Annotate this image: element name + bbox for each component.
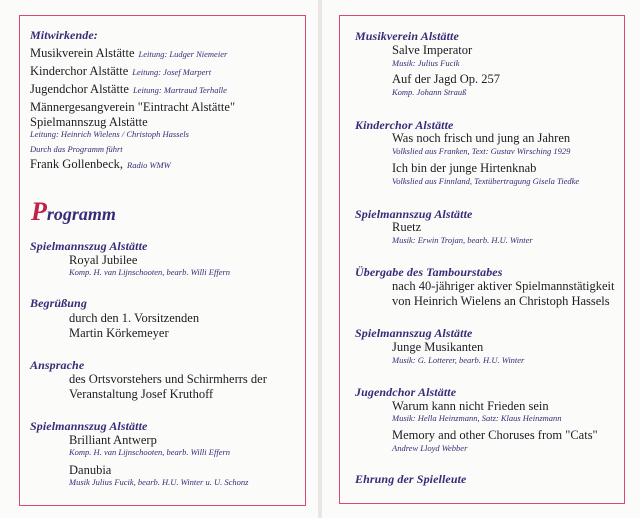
participant-4 — [30, 98, 235, 116]
program-heading: Übergabe des Tambourstabes — [355, 265, 503, 279]
participant-note: Leitung: Martraud Terhalle — [132, 85, 227, 95]
program-heading: Spielmannszug Alstätte — [30, 419, 148, 433]
host-name: Frank Gollenbeck, — [30, 157, 124, 171]
work-title: Ruetz — [392, 220, 422, 234]
programm-rest: rogramm — [46, 204, 116, 224]
work-note: Musik: Julius Fucik — [392, 58, 460, 68]
program-line: des Ortsvorstehers und Schirmherrs der — [69, 372, 267, 386]
work-note: Komp. Johann Strauß — [392, 87, 467, 97]
work-title: Warum kann nicht Frieden sein — [392, 399, 549, 413]
work-note: Musik: G. Lotterer, bearb. H.U. Winter — [392, 355, 525, 365]
program-line: Brilliant Antwerp — [69, 433, 157, 447]
work-note: Andrew Lloyd Webber — [392, 443, 468, 453]
work-title: Salve Imperator — [392, 43, 473, 57]
work-note: Musik: Hella Heinzmann, Satz: Klaus Heinzmann — [392, 413, 562, 423]
program-note: Komp. H. van Lijnschooten, bearb. Willi Effern — [69, 447, 231, 457]
participant-1 — [30, 44, 227, 62]
host-note: Durch das Programm führt — [30, 144, 123, 154]
program-heading: Musikverein Alstätte — [355, 29, 459, 43]
participant-note: Leitung: Ludger Niemeier — [138, 49, 228, 59]
work-title: Junge Musikanten — [392, 340, 484, 354]
participant-2 — [30, 62, 211, 80]
work-title: Ich bin der junge Hirtenknab — [392, 161, 537, 175]
program-heading: Ehrung der Spielleute — [355, 472, 467, 486]
programm-title — [31, 197, 116, 227]
work-title: Auf der Jagd Op. 257 — [392, 72, 500, 86]
participant-5-note: Leitung: Heinrich Wielens / Christoph Hassels — [30, 129, 189, 139]
program-heading: Spielmannszug Alstätte — [355, 207, 473, 221]
host-line — [30, 155, 171, 173]
work-note: Musik: Erwin Trojan, bearb. H.U. Winter — [392, 235, 533, 245]
participant-name: Musikverein Alstätte — [30, 46, 135, 60]
mitwirkende-heading: Mitwirkende: — [30, 28, 98, 42]
work-note: Volkslied aus Finnland, Textübertragung Gisela Tiedke — [392, 176, 580, 186]
programm-initial: P — [31, 197, 47, 226]
program-line: nach 40-jähriger aktiver Spielmannstätigkeit — [392, 279, 615, 293]
host-station: Radio WMW — [127, 160, 171, 170]
program-heading: Spielmannszug Alstätte — [355, 326, 473, 340]
program-heading: Kinderchor Alstätte — [355, 118, 454, 132]
program-heading: Begrüßung — [30, 296, 87, 310]
program-line: Royal Jubilee — [69, 253, 138, 267]
work-note: Volkslied aus Franken, Text: Gustav Wirsching 1929 — [392, 146, 571, 156]
program-heading: Spielmannszug Alstätte — [30, 239, 148, 253]
program-heading: Ansprache — [30, 358, 85, 372]
program-note: Musik Julius Fucik, bearb. H.U. Winter u. U. Schonz — [69, 477, 249, 487]
work-title: Was noch frisch und jung an Jahren — [392, 131, 571, 145]
work-title: Memory and other Choruses from "Cats" — [392, 428, 598, 442]
program-line: Danubia — [69, 463, 112, 477]
program-line: Veranstaltung Josef Kruthoff — [69, 387, 214, 401]
program-heading: Jugendchor Alstätte — [355, 385, 457, 399]
participant-name: Männergesangverein "Eintracht Alstätte" — [30, 100, 236, 114]
program-note: Komp. H. van Lijnschooten, bearb. Willi Effern — [69, 267, 231, 277]
participant-3 — [30, 80, 227, 98]
participant-5-name: Spielmannszug Alstätte — [30, 115, 148, 129]
program-line: von Heinrich Wielens an Christoph Hassels — [392, 294, 610, 308]
participant-note: Leitung: Josef Marpert — [132, 67, 212, 77]
participant-name: Kinderchor Alstätte — [30, 64, 129, 78]
program-line: Martin Körkemeyer — [69, 326, 169, 340]
participant-name: Jugendchor Alstätte — [30, 82, 129, 96]
program-line: durch den 1. Vorsitzenden — [69, 311, 200, 325]
